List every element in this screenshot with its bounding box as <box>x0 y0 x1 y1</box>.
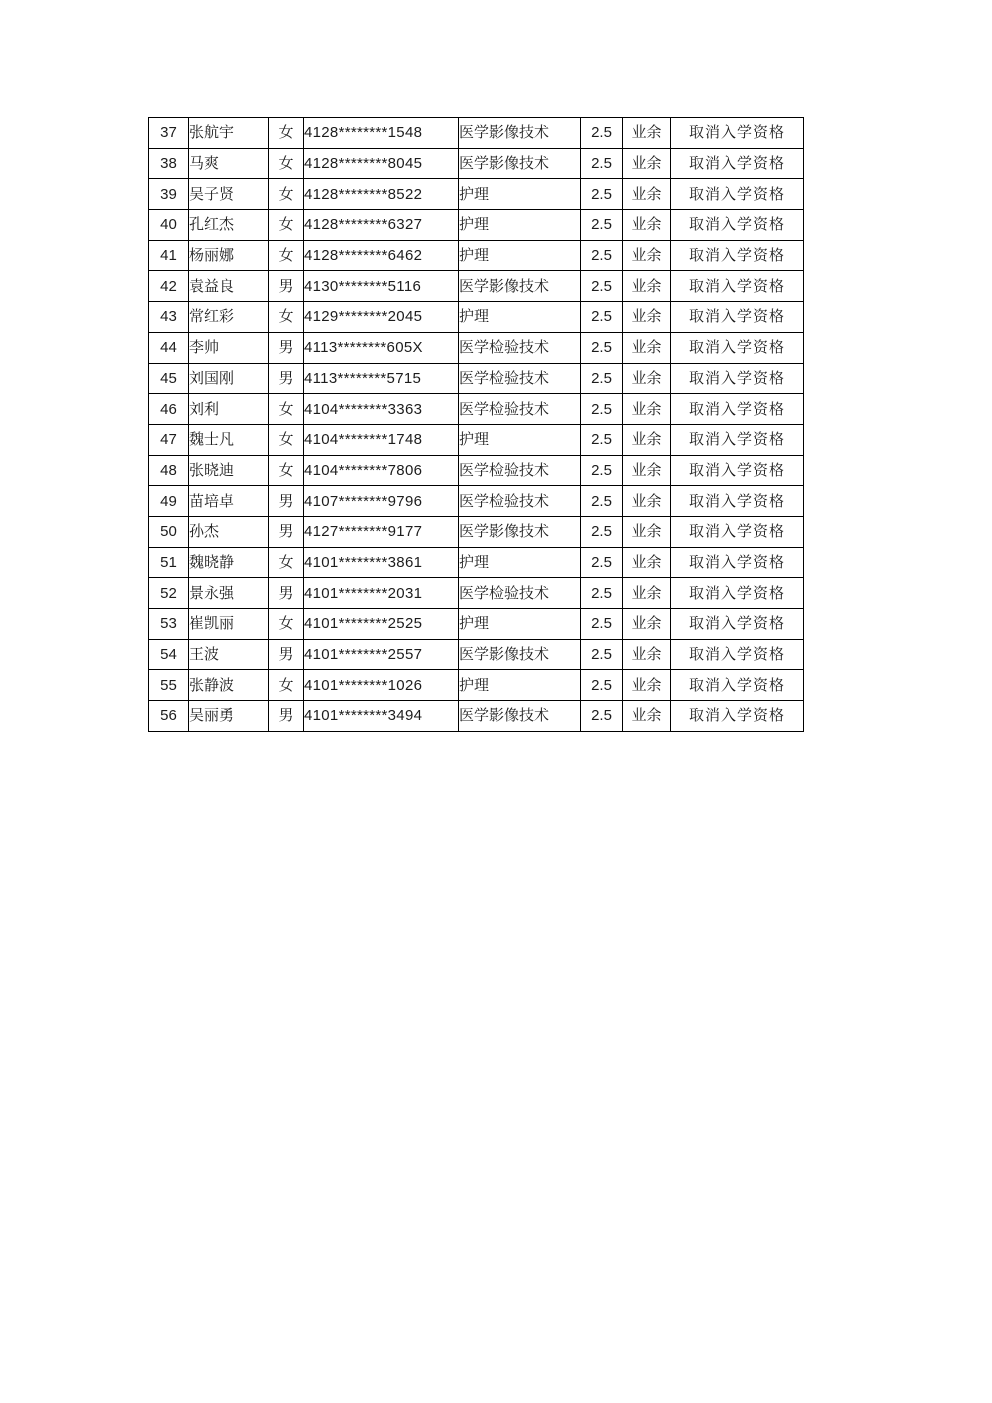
cell-major: 护理 <box>459 547 581 578</box>
cell-duration: 2.5 <box>581 424 623 455</box>
cell-row-number: 53 <box>149 609 189 640</box>
cell-id-number: 4101********1026 <box>304 670 459 701</box>
table-row <box>149 547 804 578</box>
cell-study-type: 业余 <box>623 486 671 517</box>
cell-student-name: 孔红杰 <box>189 210 269 241</box>
cell-id-number: 4128********8522 <box>304 179 459 210</box>
cell-status: 取消入学资格 <box>671 486 804 517</box>
cell-row-number: 47 <box>149 424 189 455</box>
cell-student-name: 常红彩 <box>189 302 269 333</box>
cell-duration: 2.5 <box>581 363 623 394</box>
cell-major: 医学影像技术 <box>459 271 581 302</box>
cell-duration: 2.5 <box>581 271 623 302</box>
cell-gender: 男 <box>269 516 304 547</box>
cell-gender: 女 <box>269 455 304 486</box>
cell-id-number: 4127********9177 <box>304 516 459 547</box>
cell-study-type: 业余 <box>623 547 671 578</box>
cell-duration: 2.5 <box>581 516 623 547</box>
cell-row-number: 50 <box>149 516 189 547</box>
cell-gender: 男 <box>269 639 304 670</box>
cell-row-number: 44 <box>149 332 189 363</box>
cell-status: 取消入学资格 <box>671 332 804 363</box>
cell-gender: 女 <box>269 609 304 640</box>
cell-study-type: 业余 <box>623 210 671 241</box>
cell-study-type: 业余 <box>623 455 671 486</box>
cell-student-name: 景永强 <box>189 578 269 609</box>
cell-student-name: 杨丽娜 <box>189 240 269 271</box>
cell-status: 取消入学资格 <box>671 578 804 609</box>
cell-duration: 2.5 <box>581 148 623 179</box>
cell-row-number: 42 <box>149 271 189 302</box>
cell-status: 取消入学资格 <box>671 240 804 271</box>
cell-study-type: 业余 <box>623 609 671 640</box>
cell-id-number: 4101********2557 <box>304 639 459 670</box>
cell-student-name: 刘国刚 <box>189 363 269 394</box>
cell-major: 医学检验技术 <box>459 332 581 363</box>
cell-duration: 2.5 <box>581 455 623 486</box>
cell-study-type: 业余 <box>623 363 671 394</box>
cell-row-number: 48 <box>149 455 189 486</box>
cell-duration: 2.5 <box>581 639 623 670</box>
cell-major: 医学影像技术 <box>459 516 581 547</box>
table-row <box>149 210 804 241</box>
cell-duration: 2.5 <box>581 394 623 425</box>
cell-study-type: 业余 <box>623 118 671 149</box>
cell-student-name: 王波 <box>189 639 269 670</box>
cell-major: 医学影像技术 <box>459 701 581 732</box>
cell-major: 医学检验技术 <box>459 486 581 517</box>
cell-study-type: 业余 <box>623 424 671 455</box>
cell-study-type: 业余 <box>623 701 671 732</box>
cell-major: 护理 <box>459 424 581 455</box>
table-row <box>149 179 804 210</box>
cell-gender: 女 <box>269 210 304 241</box>
cell-id-number: 4101********2525 <box>304 609 459 640</box>
cell-student-name: 吴丽勇 <box>189 701 269 732</box>
cell-status: 取消入学资格 <box>671 363 804 394</box>
cell-status: 取消入学资格 <box>671 670 804 701</box>
table-row <box>149 455 804 486</box>
cell-status: 取消入学资格 <box>671 271 804 302</box>
cell-status: 取消入学资格 <box>671 148 804 179</box>
cell-row-number: 45 <box>149 363 189 394</box>
cell-student-name: 吴子贤 <box>189 179 269 210</box>
cell-gender: 女 <box>269 302 304 333</box>
table-row <box>149 701 804 732</box>
cell-gender: 男 <box>269 701 304 732</box>
cell-study-type: 业余 <box>623 394 671 425</box>
cell-major: 医学检验技术 <box>459 455 581 486</box>
cell-status: 取消入学资格 <box>671 394 804 425</box>
cell-status: 取消入学资格 <box>671 302 804 333</box>
cell-duration: 2.5 <box>581 547 623 578</box>
cell-duration: 2.5 <box>581 332 623 363</box>
cell-study-type: 业余 <box>623 302 671 333</box>
table-row <box>149 578 804 609</box>
cell-major: 医学检验技术 <box>459 363 581 394</box>
cell-row-number: 56 <box>149 701 189 732</box>
cell-major: 护理 <box>459 302 581 333</box>
cell-study-type: 业余 <box>623 578 671 609</box>
cell-status: 取消入学资格 <box>671 424 804 455</box>
cell-study-type: 业余 <box>623 332 671 363</box>
cell-id-number: 4129********2045 <box>304 302 459 333</box>
cell-gender: 男 <box>269 332 304 363</box>
cell-duration: 2.5 <box>581 118 623 149</box>
cell-id-number: 4104********3363 <box>304 394 459 425</box>
cell-major: 护理 <box>459 240 581 271</box>
cell-duration: 2.5 <box>581 302 623 333</box>
cell-major: 护理 <box>459 609 581 640</box>
cell-row-number: 49 <box>149 486 189 517</box>
cell-id-number: 4128********1548 <box>304 118 459 149</box>
cell-id-number: 4104********1748 <box>304 424 459 455</box>
cell-row-number: 46 <box>149 394 189 425</box>
table-row <box>149 148 804 179</box>
table-row <box>149 302 804 333</box>
cell-student-name: 魏晓静 <box>189 547 269 578</box>
cell-status: 取消入学资格 <box>671 179 804 210</box>
cell-id-number: 4113********605X <box>304 332 459 363</box>
cell-major: 护理 <box>459 210 581 241</box>
cell-gender: 男 <box>269 271 304 302</box>
table-row <box>149 486 804 517</box>
cell-student-name: 张晓迪 <box>189 455 269 486</box>
cell-duration: 2.5 <box>581 701 623 732</box>
cell-row-number: 37 <box>149 118 189 149</box>
cell-study-type: 业余 <box>623 240 671 271</box>
cell-student-name: 孙杰 <box>189 516 269 547</box>
cell-gender: 男 <box>269 578 304 609</box>
table-row <box>149 670 804 701</box>
cell-row-number: 54 <box>149 639 189 670</box>
cell-duration: 2.5 <box>581 210 623 241</box>
table-row <box>149 609 804 640</box>
cell-id-number: 4128********6327 <box>304 210 459 241</box>
cell-row-number: 43 <box>149 302 189 333</box>
cell-study-type: 业余 <box>623 670 671 701</box>
cell-major: 医学影像技术 <box>459 639 581 670</box>
cell-status: 取消入学资格 <box>671 210 804 241</box>
cell-student-name: 苗培卓 <box>189 486 269 517</box>
cell-id-number: 4101********3494 <box>304 701 459 732</box>
cell-duration: 2.5 <box>581 578 623 609</box>
cell-row-number: 55 <box>149 670 189 701</box>
cell-student-name: 张航宇 <box>189 118 269 149</box>
cell-major: 医学影像技术 <box>459 118 581 149</box>
table-row <box>149 118 804 149</box>
students-table <box>148 117 804 732</box>
cell-major: 医学检验技术 <box>459 394 581 425</box>
cell-student-name: 李帅 <box>189 332 269 363</box>
cell-student-name: 袁益良 <box>189 271 269 302</box>
cell-id-number: 4128********8045 <box>304 148 459 179</box>
cell-gender: 女 <box>269 670 304 701</box>
cell-student-name: 刘利 <box>189 394 269 425</box>
cell-status: 取消入学资格 <box>671 639 804 670</box>
cell-gender: 女 <box>269 148 304 179</box>
cell-study-type: 业余 <box>623 179 671 210</box>
cell-status: 取消入学资格 <box>671 547 804 578</box>
cell-duration: 2.5 <box>581 609 623 640</box>
table-body <box>149 118 804 732</box>
cell-id-number: 4130********5116 <box>304 271 459 302</box>
cell-study-type: 业余 <box>623 148 671 179</box>
cell-student-name: 张静波 <box>189 670 269 701</box>
cell-id-number: 4128********6462 <box>304 240 459 271</box>
cell-duration: 2.5 <box>581 240 623 271</box>
table-row <box>149 240 804 271</box>
table-row <box>149 516 804 547</box>
cell-row-number: 52 <box>149 578 189 609</box>
cell-student-name: 崔凯丽 <box>189 609 269 640</box>
cell-duration: 2.5 <box>581 486 623 517</box>
cell-gender: 女 <box>269 118 304 149</box>
cell-row-number: 38 <box>149 148 189 179</box>
cell-major: 医学检验技术 <box>459 578 581 609</box>
table-row <box>149 424 804 455</box>
cell-gender: 女 <box>269 179 304 210</box>
cell-status: 取消入学资格 <box>671 701 804 732</box>
cell-major: 医学影像技术 <box>459 148 581 179</box>
cell-row-number: 41 <box>149 240 189 271</box>
cell-gender: 男 <box>269 363 304 394</box>
cell-study-type: 业余 <box>623 639 671 670</box>
table-row <box>149 394 804 425</box>
cell-id-number: 4101********3861 <box>304 547 459 578</box>
cell-major: 护理 <box>459 670 581 701</box>
cell-student-name: 魏士凡 <box>189 424 269 455</box>
cell-row-number: 40 <box>149 210 189 241</box>
cell-gender: 男 <box>269 486 304 517</box>
cell-id-number: 4101********2031 <box>304 578 459 609</box>
cell-row-number: 39 <box>149 179 189 210</box>
table-row <box>149 332 804 363</box>
cell-status: 取消入学资格 <box>671 455 804 486</box>
cell-row-number: 51 <box>149 547 189 578</box>
table-row <box>149 639 804 670</box>
table-row <box>149 271 804 302</box>
cell-gender: 女 <box>269 240 304 271</box>
cell-id-number: 4113********5715 <box>304 363 459 394</box>
cell-status: 取消入学资格 <box>671 118 804 149</box>
cell-gender: 女 <box>269 547 304 578</box>
cell-major: 护理 <box>459 179 581 210</box>
cell-study-type: 业余 <box>623 516 671 547</box>
cell-gender: 女 <box>269 394 304 425</box>
cell-id-number: 4107********9796 <box>304 486 459 517</box>
cell-id-number: 4104********7806 <box>304 455 459 486</box>
cell-status: 取消入学资格 <box>671 609 804 640</box>
table-row <box>149 363 804 394</box>
cell-status: 取消入学资格 <box>671 516 804 547</box>
cell-duration: 2.5 <box>581 670 623 701</box>
cell-study-type: 业余 <box>623 271 671 302</box>
cell-duration: 2.5 <box>581 179 623 210</box>
cell-student-name: 马爽 <box>189 148 269 179</box>
cell-gender: 女 <box>269 424 304 455</box>
